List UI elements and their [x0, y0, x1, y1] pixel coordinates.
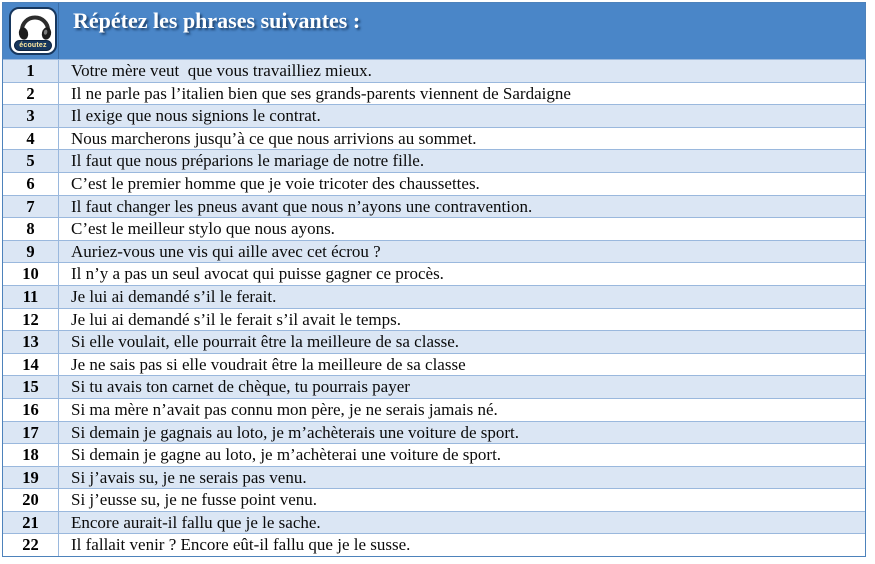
table-row [3, 82, 865, 105]
table-row [3, 308, 865, 331]
row-number: 10 [3, 263, 59, 285]
row-phrase: Il fallait venir ? Encore eût-il fallu que je le susse. [71, 535, 411, 555]
row-number: 17 [3, 422, 59, 444]
table-row [3, 443, 865, 466]
row-number: 19 [3, 467, 59, 489]
row-number: 21 [3, 512, 59, 534]
table-header [3, 3, 865, 59]
row-phrase: Il exige que nous signions le contrat. [71, 106, 321, 126]
row-number: 3 [3, 105, 59, 127]
table-row [3, 375, 865, 398]
row-phrase: Il n’y a pas un seul avocat qui puisse gagner ce procès. [71, 264, 444, 284]
row-number: 12 [3, 309, 59, 331]
row-number: 5 [3, 150, 59, 172]
ecoutez-label: écoutez [14, 40, 52, 51]
table-row [3, 353, 865, 376]
row-phrase: Il faut que nous préparions le mariage de notre fille. [71, 151, 425, 171]
row-phrase: Je ne sais pas si elle voudrait être la meilleure de sa classe [71, 354, 466, 374]
row-phrase: C’est le meilleur stylo que nous ayons. [71, 219, 335, 239]
table-row [3, 421, 865, 444]
row-number: 9 [3, 241, 59, 263]
table-row [3, 104, 865, 127]
row-number: 6 [3, 173, 59, 195]
table-row [3, 511, 865, 534]
header-title-cell [59, 3, 865, 59]
row-phrase: Si elle voulait, elle pourrait être la meilleure de sa classe. [71, 332, 460, 352]
row-phrase: Je lui ai demandé s’il le ferait. [71, 286, 277, 306]
table-row [3, 262, 865, 285]
rows [3, 59, 865, 556]
table-row [3, 172, 865, 195]
row-phrase: Il ne parle pas l’italien bien que ses grands-parents viennent de Sardaigne [71, 83, 571, 103]
table-row [3, 127, 865, 150]
header-icon-cell [3, 3, 59, 59]
row-number: 2 [3, 83, 59, 105]
row-number: 18 [3, 444, 59, 466]
row-phrase: Auriez-vous une vis qui aille avec cet écrou ? [71, 241, 381, 261]
table-row [3, 398, 865, 421]
row-phrase: Si tu avais ton carnet de chèque, tu pourrais payer [71, 377, 410, 397]
row-phrase: Si demain je gagne au loto, je m’achèterai une voiture de sport. [71, 445, 502, 465]
table-row [3, 330, 865, 353]
row-phrase: Votre mère veut que vous travailliez mieux. [71, 61, 372, 80]
row-number: 16 [3, 399, 59, 421]
table-row [3, 533, 865, 556]
row-phrase: Si demain je gagnais au loto, je m’achèterais une voiture de sport. [71, 422, 520, 442]
table-row [3, 240, 865, 263]
row-number: 22 [3, 534, 59, 556]
row-number: 4 [3, 128, 59, 150]
row-number: 1 [3, 60, 59, 82]
row-number: 14 [3, 354, 59, 376]
table-row [3, 217, 865, 240]
table-row [3, 488, 865, 511]
table-row [3, 59, 865, 82]
row-number: 15 [3, 376, 59, 398]
row-number: 8 [3, 218, 59, 240]
row-number: 7 [3, 196, 59, 218]
row-phrase: Si j’avais su, je ne serais pas venu. [71, 467, 307, 487]
page-title: Répétez les phrases suivantes : [73, 8, 361, 33]
table-row [3, 285, 865, 308]
row-phrase: C’est le premier homme que je voie tricoter des chaussettes. [71, 173, 480, 193]
table-row [3, 195, 865, 218]
phrases-table [2, 2, 866, 557]
table-row [3, 466, 865, 489]
row-phrase: Il faut changer les pneus avant que nous n’ayons une contravention. [71, 196, 533, 216]
row-phrase: Nous marcherons jusqu’à ce que nous arrivions au sommet. [71, 128, 477, 148]
row-number: 20 [3, 489, 59, 511]
ecoutez-audio-button[interactable] [9, 7, 57, 55]
row-phrase: Je lui ai demandé s’il le ferait s’il avait le temps. [71, 309, 401, 329]
row-phrase: Encore aurait-il fallu que je le sache. [71, 512, 321, 532]
row-number: 11 [3, 286, 59, 308]
row-phrase: Si ma mère n’avait pas connu mon père, je ne serais jamais né. [71, 399, 498, 419]
row-number: 13 [3, 331, 59, 353]
table-row [3, 149, 865, 172]
row-phrase: Si j’eusse su, je ne fusse point venu. [71, 490, 317, 510]
